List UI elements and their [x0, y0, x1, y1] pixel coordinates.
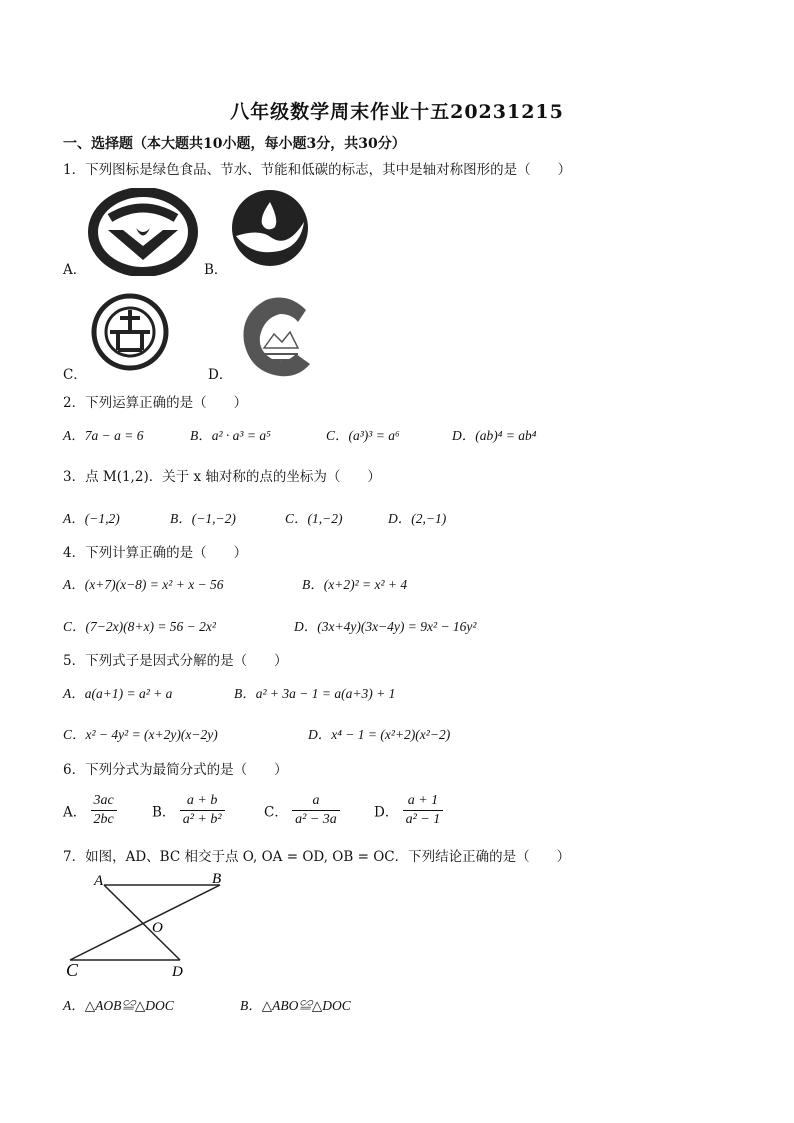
- q7-option-b: B．△ABO≌△DOC: [240, 998, 351, 1013]
- q3-option-d: D．(2,−1): [388, 511, 447, 526]
- low-carbon-logo-icon: [238, 292, 318, 380]
- q5-option-c: C．x² − 4y² = (x+2y)(x−2y): [63, 727, 218, 742]
- energy-saving-logo-icon: [90, 292, 170, 372]
- point-a-label: A: [94, 873, 104, 889]
- q4-option-d: D．(3x+4y)(3x−4y) = 9x² − 16y²: [294, 619, 477, 634]
- q6-label-b: B．: [152, 804, 176, 821]
- q6-option-b: [152, 792, 225, 829]
- numerator: a: [292, 792, 340, 811]
- denominator: 2bc: [93, 812, 114, 827]
- q1-label-a: A．: [63, 262, 87, 278]
- question-1-stem: 1．下列图标是绿色食品、节水、节能和低碳的标志，其中是轴对称图形的是（ ）: [63, 162, 572, 178]
- q6-option-c: [264, 792, 340, 829]
- point-d-label: D: [172, 964, 183, 980]
- q1-label-c: C．: [63, 367, 87, 383]
- segment-ad: [104, 885, 180, 960]
- denominator: a² − 3a: [295, 812, 337, 827]
- q3-option-b: B．(−1,−2): [170, 511, 236, 526]
- segment-bc: [70, 885, 220, 960]
- q7-option-a: A．△AOB≌△DOC: [63, 998, 174, 1013]
- water-saving-logo-icon: [230, 188, 310, 268]
- question-3-stem: 3．点 M(1,2)．关于 x 轴对称的点的坐标为（ ）: [63, 469, 381, 485]
- denominator: a² + b²: [182, 812, 222, 827]
- q4-option-b: B．(x+2)² = x² + 4: [302, 577, 408, 592]
- q2-option-a: A．7a − a = 6: [63, 428, 144, 443]
- fraction: [180, 792, 225, 829]
- q2-option-c: C．(a³)³ = a⁶: [326, 428, 400, 443]
- question-5-stem: 5．下列式子是因式分解的是（ ）: [63, 653, 288, 669]
- fraction: [403, 792, 444, 829]
- q3-option-a: A．(−1,2): [63, 511, 120, 526]
- q2-option-d: D．(ab)⁴ = ab⁴: [452, 428, 537, 443]
- q1-label-d: D．: [208, 367, 233, 383]
- q5-option-b: B．a² + 3a − 1 = a(a+3) + 1: [234, 686, 396, 701]
- q2-option-b: B．a² · a³ = a⁵: [190, 428, 271, 443]
- question-7-stem: 7．如图，AD、BC 相交于点 O, OA = OD, OB = OC．下列结论正确的是（ ）: [63, 849, 571, 865]
- q1-label-b: B．: [204, 262, 228, 278]
- fraction: [292, 792, 340, 829]
- point-b-label: B: [212, 871, 222, 887]
- green-food-logo-icon: [88, 188, 198, 276]
- numerator: a + 1: [403, 792, 444, 811]
- section-heading: 一、选择题（本大题共10小题，每小题3分，共30分）: [63, 136, 406, 152]
- q6-option-a: [63, 792, 117, 829]
- q4-option-a: A．(x+7)(x−8) = x² + x − 56: [63, 577, 224, 592]
- question-2-stem: 2．下列运算正确的是（ ）: [63, 395, 248, 411]
- fraction: [91, 792, 117, 829]
- q3-option-c: C．(1,−2): [285, 511, 343, 526]
- q4-option-c: C．(7−2x)(8+x) = 56 − 2x²: [63, 619, 216, 634]
- question-4-stem: 4．下列计算正确的是（ ）: [63, 545, 248, 561]
- q6-label-c: C．: [264, 804, 288, 821]
- point-o-label: O: [152, 920, 163, 936]
- numerator: a + b: [180, 792, 225, 811]
- intersecting-segments-figure: [60, 868, 240, 983]
- q6-option-d: [374, 792, 443, 829]
- q6-label-a: A．: [63, 804, 87, 821]
- q5-option-d: D．x⁴ − 1 = (x²+2)(x²−2): [308, 727, 451, 742]
- q6-label-d: D．: [374, 804, 399, 821]
- point-c-label: C: [66, 960, 79, 980]
- question-6-stem: 6．下列分式为最简分式的是（ ）: [63, 762, 288, 778]
- page-title: 八年级数学周末作业十五20231215: [230, 101, 564, 123]
- numerator: 3ac: [91, 792, 117, 811]
- q5-option-a: A．a(a+1) = a² + a: [63, 686, 173, 701]
- denominator: a² − 1: [405, 812, 441, 827]
